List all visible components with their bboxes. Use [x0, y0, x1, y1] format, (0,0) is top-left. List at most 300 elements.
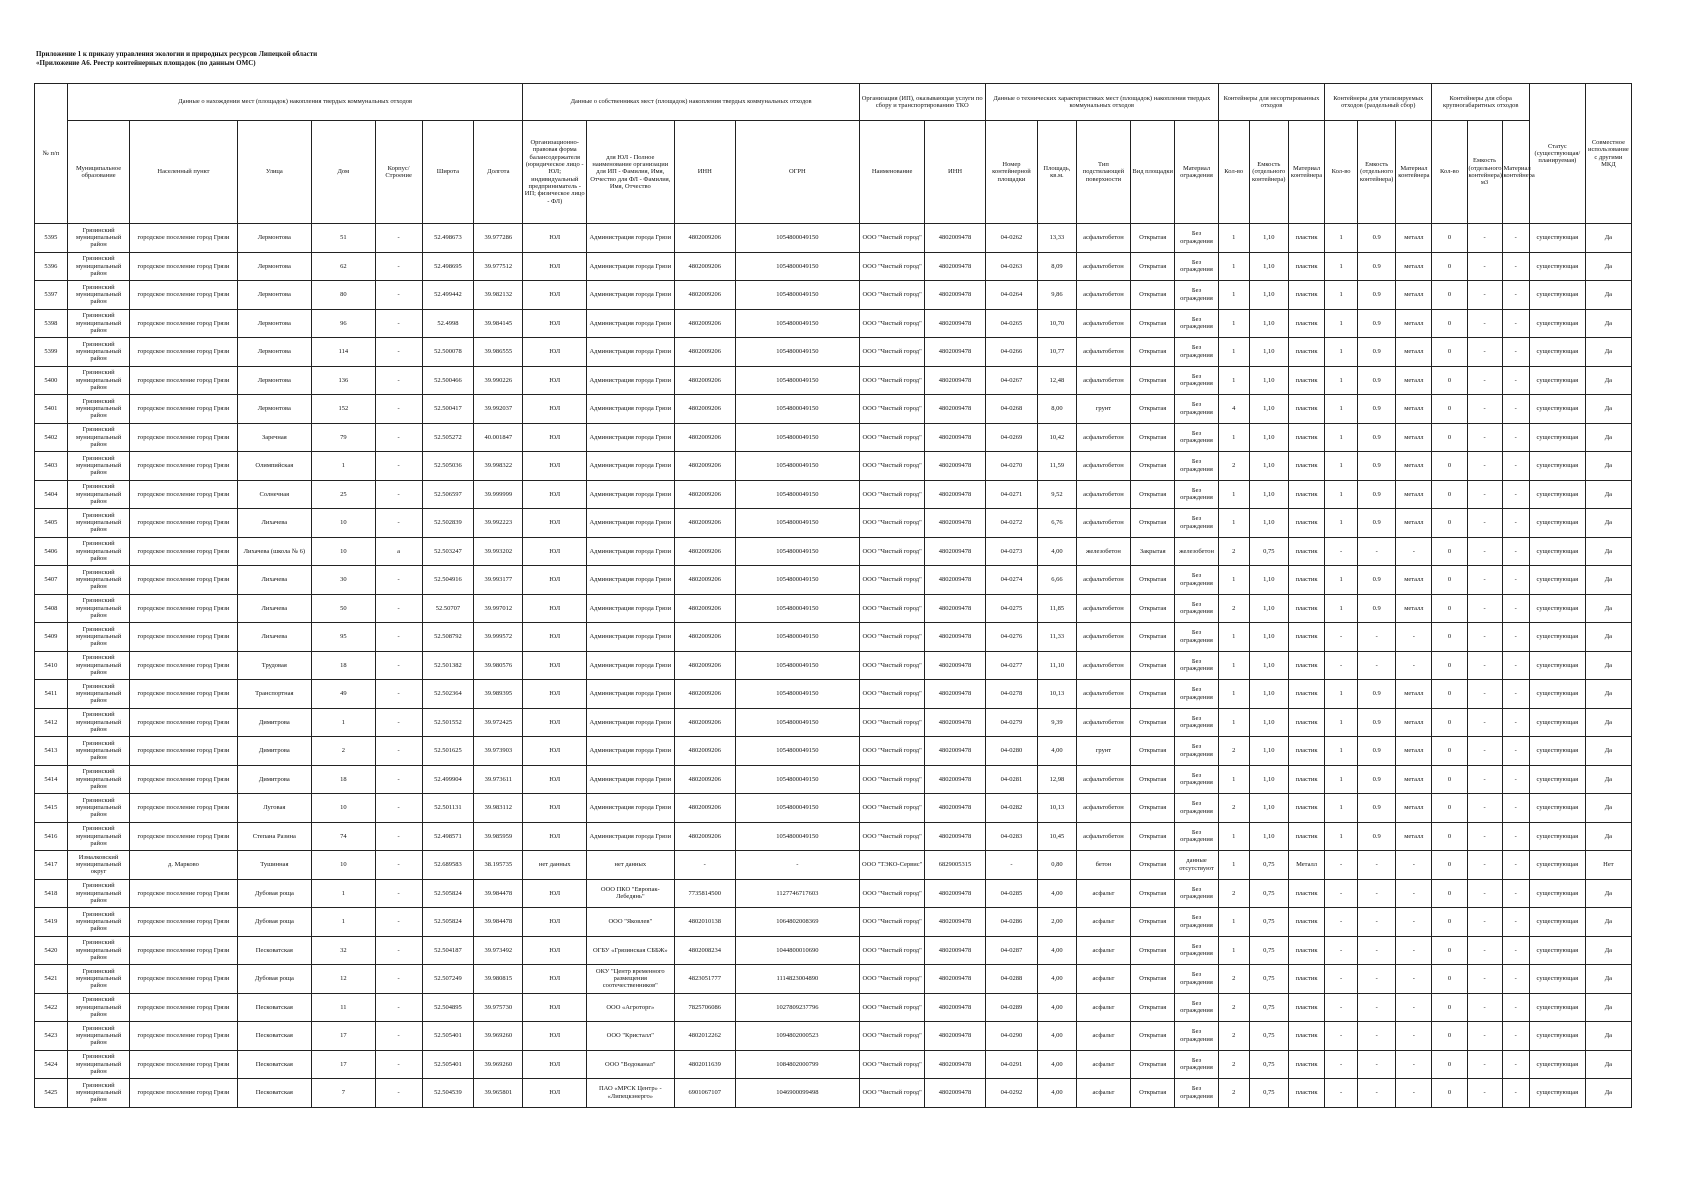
table-cell: - [375, 737, 422, 766]
table-cell: Олимпийская [237, 452, 311, 481]
table-cell: 9,86 [1038, 281, 1076, 310]
col-header: Широта [422, 121, 473, 224]
table-cell: 1,10 [1249, 281, 1288, 310]
table-cell: 1054800049150 [735, 680, 859, 709]
table-cell: Грязинский муниципальный район [67, 366, 129, 395]
table-cell: - [1325, 623, 1358, 652]
table-cell: Администрация города Грязи [586, 594, 674, 623]
table-cell: металл [1396, 366, 1432, 395]
table-cell: 4802011639 [674, 1050, 735, 1079]
table-cell: 0.9 [1357, 338, 1395, 367]
table-cell: ЮЛ [523, 680, 587, 709]
table-cell: 0 [1432, 366, 1467, 395]
table-cell: 5396 [35, 252, 68, 281]
table-cell: ООО "Чистый город" [859, 879, 925, 908]
table-cell: 0,75 [1249, 1022, 1288, 1051]
table-cell: ЮЛ [523, 252, 587, 281]
table-cell: 1 [1325, 309, 1358, 338]
table-cell: пластик [1288, 537, 1324, 566]
table-cell: Солнечная [237, 480, 311, 509]
table-cell: 52.501131 [422, 794, 473, 823]
table-cell: Открытая [1131, 252, 1175, 281]
table-cell: 4802009206 [674, 594, 735, 623]
table-row [35, 281, 1632, 310]
table-cell: ЮЛ [523, 908, 587, 937]
table-cell: - [1502, 822, 1529, 851]
table-row [35, 480, 1632, 509]
table-cell: Лермонтова [237, 224, 311, 253]
table-cell: пластик [1288, 281, 1324, 310]
table-cell: 1,10 [1249, 765, 1288, 794]
table-cell: Нет [1585, 851, 1631, 880]
table-cell: Без ограждения [1175, 480, 1219, 509]
table-cell: пластик [1288, 309, 1324, 338]
table-cell: 1 [312, 879, 376, 908]
table-cell: 1,10 [1249, 708, 1288, 737]
table-cell: 1 [1218, 224, 1249, 253]
table-cell: городское поселение город Грязи [130, 338, 237, 367]
table-cell: д. Марково [130, 851, 237, 880]
table-cell: 1 [1218, 480, 1249, 509]
table-cell: 4802009206 [674, 452, 735, 481]
table-cell: Без ограждения [1175, 822, 1219, 851]
table-cell: 18 [312, 651, 376, 680]
table-cell: - [1502, 708, 1529, 737]
table-cell: 39.984145 [474, 309, 523, 338]
table-cell: асфальтобетон [1076, 366, 1131, 395]
table-cell: 6829005315 [925, 851, 985, 880]
table-cell: - [375, 908, 422, 937]
table-cell: Без ограждения [1175, 680, 1219, 709]
table-cell: 52.498571 [422, 822, 473, 851]
table-cell: 10,13 [1038, 680, 1076, 709]
table-cell: городское поселение город Грязи [130, 452, 237, 481]
group-technical: Данные о технических характеристиках мест (площадок) накопления твердых коммунальных отходов [985, 84, 1218, 121]
table-cell: 04-0262 [985, 224, 1038, 253]
table-cell: - [1467, 1079, 1502, 1108]
table-cell: Грязинский муниципальный район [67, 879, 129, 908]
table-cell: 52.505036 [422, 452, 473, 481]
table-cell: 1 [1325, 594, 1358, 623]
table-cell: 2,00 [1038, 908, 1076, 937]
table-cell: - [1467, 566, 1502, 595]
table-cell: 5407 [35, 566, 68, 595]
table-cell: городское поселение город Грязи [130, 224, 237, 253]
table-cell: - [1502, 908, 1529, 937]
table-cell: 39.990226 [474, 366, 523, 395]
table-cell: - [1467, 908, 1502, 937]
group-owners: Данные о собственниках мест (площадок) накопления твердых коммунальных отходов [523, 84, 859, 121]
table-cell: ЮЛ [523, 708, 587, 737]
table-cell: 0 [1432, 908, 1467, 937]
col-header: ОГРН [735, 121, 859, 224]
table-cell: - [1467, 1050, 1502, 1079]
table-cell: Без ограждения [1175, 936, 1219, 965]
table-cell: 6,76 [1038, 509, 1076, 538]
table-cell: Грязинский муниципальный район [67, 338, 129, 367]
table-cell: 39.992223 [474, 509, 523, 538]
table-cell: 52.501382 [422, 651, 473, 680]
table-cell: Без ограждения [1175, 423, 1219, 452]
table-cell: Луговая [237, 794, 311, 823]
table-cell: 04-0266 [985, 338, 1038, 367]
table-cell: ООО "ТЭКО-Сервис" [859, 851, 925, 880]
table-cell: Грязинский муниципальный район [67, 566, 129, 595]
table-cell: 5415 [35, 794, 68, 823]
table-cell: городское поселение город Грязи [130, 1050, 237, 1079]
table-cell: Дубовая роща [237, 908, 311, 937]
table-cell: Да [1585, 452, 1631, 481]
table-cell: Да [1585, 908, 1631, 937]
table-cell: 4823051777 [674, 965, 735, 994]
table-cell: Администрация города Грязи [586, 281, 674, 310]
table-cell: 0,75 [1249, 851, 1288, 880]
table-cell: - [1502, 965, 1529, 994]
table-cell: 52.505272 [422, 423, 473, 452]
table-cell: 4802009478 [925, 993, 985, 1022]
table-cell: - [375, 224, 422, 253]
table-cell: ЮЛ [523, 509, 587, 538]
table-row [35, 309, 1632, 338]
table-cell: 2 [1218, 965, 1249, 994]
table-cell: 52.689583 [422, 851, 473, 880]
table-cell: 52.498673 [422, 224, 473, 253]
table-cell: 4802009478 [925, 936, 985, 965]
table-cell: 1 [1325, 708, 1358, 737]
table-cell: ООО "Чистый город" [859, 423, 925, 452]
table-cell: 4802009478 [925, 708, 985, 737]
table-cell: 39.969260 [474, 1022, 523, 1051]
table-cell: ЮЛ [523, 423, 587, 452]
table-cell: металл [1396, 765, 1432, 794]
table-cell: Да [1585, 566, 1631, 595]
table-cell: 10,42 [1038, 423, 1076, 452]
table-cell: 1 [1218, 338, 1249, 367]
table-cell: 4802009478 [925, 338, 985, 367]
table-cell: - [375, 1079, 422, 1108]
table-cell: существующая [1529, 537, 1585, 566]
table-cell: асфальтобетон [1076, 594, 1131, 623]
table-cell: 5423 [35, 1022, 68, 1051]
table-cell: ООО "Чистый город" [859, 309, 925, 338]
table-cell: 9,39 [1038, 708, 1076, 737]
table-cell: городское поселение город Грязи [130, 281, 237, 310]
table-cell: Да [1585, 224, 1631, 253]
table-cell: 4802009478 [925, 737, 985, 766]
table-cell: 52.502839 [422, 509, 473, 538]
table-cell: 5414 [35, 765, 68, 794]
table-cell: Да [1585, 1050, 1631, 1079]
table-cell: - [1467, 851, 1502, 880]
table-cell: пластик [1288, 936, 1324, 965]
table-row [35, 1079, 1632, 1108]
table-row [35, 623, 1632, 652]
table-cell: городское поселение город Грязи [130, 366, 237, 395]
table-cell: - [1357, 936, 1395, 965]
table-cell: асфальтобетон [1076, 822, 1131, 851]
table-cell: 11,59 [1038, 452, 1076, 481]
table-cell: 1054800049150 [735, 224, 859, 253]
table-cell: 1 [1325, 480, 1358, 509]
table-cell: 39.992037 [474, 395, 523, 424]
table-cell: ЮЛ [523, 537, 587, 566]
table-cell: 1,10 [1249, 566, 1288, 595]
table-cell: - [1467, 1022, 1502, 1051]
table-cell: Да [1585, 366, 1631, 395]
table-cell: - [1502, 224, 1529, 253]
table-cell: Грязинский муниципальный район [67, 993, 129, 1022]
table-cell: существующая [1529, 224, 1585, 253]
table-cell: 1054800049150 [735, 395, 859, 424]
table-cell: - [1467, 993, 1502, 1022]
table-cell: Да [1585, 708, 1631, 737]
table-cell: 1127746717603 [735, 879, 859, 908]
table-cell: - [1467, 936, 1502, 965]
table-cell: 0.9 [1357, 566, 1395, 595]
table-cell: - [1357, 993, 1395, 1022]
table-cell: Открытая [1131, 765, 1175, 794]
table-cell: Администрация города Грязи [586, 509, 674, 538]
table-cell: существующая [1529, 822, 1585, 851]
table-cell: Открытая [1131, 680, 1175, 709]
table-cell: Администрация города Грязи [586, 309, 674, 338]
col-header: Площадь, кв.м. [1038, 121, 1076, 224]
table-cell: пластик [1288, 822, 1324, 851]
table-cell: 5399 [35, 338, 68, 367]
table-cell: 10 [312, 851, 376, 880]
table-cell: Без ограждения [1175, 651, 1219, 680]
table-cell: 0.9 [1357, 737, 1395, 766]
table-cell: 39.977286 [474, 224, 523, 253]
table-cell: 1 [312, 452, 376, 481]
table-cell: Без ограждения [1175, 879, 1219, 908]
table-cell: Дубовая роща [237, 879, 311, 908]
col-header: Материал контейнера [1288, 121, 1324, 224]
table-cell: Администрация города Грязи [586, 566, 674, 595]
table-cell: Открытая [1131, 594, 1175, 623]
table-cell: 1027809237796 [735, 993, 859, 1022]
table-cell: 4802009478 [925, 765, 985, 794]
table-cell: 0 [1432, 480, 1467, 509]
table-cell: 1084802000799 [735, 1050, 859, 1079]
table-cell: 4802009478 [925, 680, 985, 709]
table-cell: пластик [1288, 224, 1324, 253]
table-cell: асфальтобетон [1076, 623, 1131, 652]
table-cell: - [375, 822, 422, 851]
col-header: Улица [237, 121, 311, 224]
table-cell: грунт [1076, 737, 1131, 766]
registry-table [34, 83, 1632, 1108]
table-cell: металл [1396, 423, 1432, 452]
table-cell: - [1325, 851, 1358, 880]
table-cell: - [1467, 965, 1502, 994]
table-cell: 1 [1325, 794, 1358, 823]
table-cell: 1054800049150 [735, 651, 859, 680]
table-cell: асфальтобетон [1076, 224, 1131, 253]
col-header: Емкость (отдельного контейнера) [1249, 121, 1288, 224]
table-cell: 5401 [35, 395, 68, 424]
table-cell: 39.993177 [474, 566, 523, 595]
table-cell: 0,80 [1038, 851, 1076, 880]
table-cell: 10 [312, 509, 376, 538]
col-header: ИНН [925, 121, 985, 224]
table-cell: Димитрова [237, 737, 311, 766]
table-cell: 39.997012 [474, 594, 523, 623]
table-cell: 1054800049150 [735, 480, 859, 509]
table-cell: асфальт [1076, 993, 1131, 1022]
table-cell: 2 [1218, 879, 1249, 908]
table-cell: ООО "Водоканал" [586, 1050, 674, 1079]
table-cell: - [375, 338, 422, 367]
table-cell: - [1502, 309, 1529, 338]
table-cell: 1044800010690 [735, 936, 859, 965]
table-cell: 4802009206 [674, 224, 735, 253]
table-cell: Заречная [237, 423, 311, 452]
table-cell: Лермонтова [237, 252, 311, 281]
table-cell: Открытая [1131, 281, 1175, 310]
table-cell: 5402 [35, 423, 68, 452]
table-cell: ЮЛ [523, 651, 587, 680]
table-cell: 1 [1325, 423, 1358, 452]
table-cell: металл [1396, 452, 1432, 481]
table-cell: 1 [1218, 651, 1249, 680]
table-cell: 2 [1218, 537, 1249, 566]
table-cell: асфальт [1076, 1079, 1131, 1108]
table-cell: пластик [1288, 708, 1324, 737]
table-cell: Без ограждения [1175, 794, 1219, 823]
table-cell: 1,10 [1249, 224, 1288, 253]
table-cell: существующая [1529, 594, 1585, 623]
table-cell: Грязинский муниципальный район [67, 765, 129, 794]
table-cell: Грязинский муниципальный район [67, 423, 129, 452]
table-cell: ЮЛ [523, 452, 587, 481]
table-cell: городское поселение город Грязи [130, 423, 237, 452]
table-cell: 30 [312, 566, 376, 595]
table-cell: 39.984478 [474, 908, 523, 937]
table-cell: пластик [1288, 423, 1324, 452]
table-cell: 1 [1218, 908, 1249, 937]
table-cell: асфальт [1076, 1022, 1131, 1051]
table-cell: Открытая [1131, 1022, 1175, 1051]
table-cell: 1 [1218, 936, 1249, 965]
table-cell: Без ограждения [1175, 252, 1219, 281]
table-cell: 5397 [35, 281, 68, 310]
table-cell: 1054800049150 [735, 537, 859, 566]
table-cell: - [1357, 1079, 1395, 1108]
table-cell: 0.9 [1357, 423, 1395, 452]
table-cell: а [375, 537, 422, 566]
table-cell: 1 [1218, 309, 1249, 338]
table-cell: асфальтобетон [1076, 794, 1131, 823]
table-cell: - [1396, 936, 1432, 965]
table-cell: - [1325, 936, 1358, 965]
col-header: ИНН [674, 121, 735, 224]
table-row [35, 452, 1632, 481]
table-cell: 52.500417 [422, 395, 473, 424]
col-header: Номер контейнерной площадки [985, 121, 1038, 224]
table-cell: городское поселение город Грязи [130, 566, 237, 595]
table-cell: ООО "Чистый город" [859, 224, 925, 253]
table-cell: 0 [1432, 737, 1467, 766]
table-cell: Без ограждения [1175, 395, 1219, 424]
table-cell: 39.965801 [474, 1079, 523, 1108]
table-cell: 52.499904 [422, 765, 473, 794]
table-cell: 0.9 [1357, 252, 1395, 281]
table-cell: 0 [1432, 537, 1467, 566]
table-cell: 1,10 [1249, 309, 1288, 338]
col-header: Материал контейнера [1396, 121, 1432, 224]
table-cell: 1046900099498 [735, 1079, 859, 1108]
group-unsorted-containers: Контейнеры для несортированных отходов [1218, 84, 1324, 121]
table-cell: 0 [1432, 224, 1467, 253]
table-cell: ООО "Чистый город" [859, 395, 925, 424]
table-cell: Грязинский муниципальный район [67, 452, 129, 481]
table-cell: существующая [1529, 965, 1585, 994]
table-cell: 4802010138 [674, 908, 735, 937]
table-cell: - [1467, 651, 1502, 680]
table-cell: ООО "Чистый город" [859, 908, 925, 937]
table-cell: 4802009478 [925, 1079, 985, 1108]
table-cell: 11,85 [1038, 594, 1076, 623]
table-cell: 51 [312, 224, 376, 253]
table-cell: - [375, 851, 422, 880]
table-cell: существующая [1529, 1050, 1585, 1079]
table-cell: - [1325, 1022, 1358, 1051]
table-cell: - [1467, 509, 1502, 538]
group-carrier: Организация (ИП), оказывающая услуги по сбору и транспортированию ТКО [859, 84, 985, 121]
table-cell: городское поселение город Грязи [130, 794, 237, 823]
col-header: Тип подстилающей поверхности [1076, 121, 1131, 224]
table-cell: пластик [1288, 395, 1324, 424]
table-cell: существующая [1529, 366, 1585, 395]
table-cell: - [1396, 993, 1432, 1022]
table-cell: 2 [1218, 993, 1249, 1022]
table-cell: городское поселение город Грязи [130, 252, 237, 281]
table-cell: 04-0279 [985, 708, 1038, 737]
table-cell: 7825706086 [674, 993, 735, 1022]
table-cell: 10,45 [1038, 822, 1076, 851]
table-cell: Песковатская [237, 936, 311, 965]
col-header: Кол-во [1218, 121, 1249, 224]
table-cell: 1 [1218, 765, 1249, 794]
table-cell: 4,00 [1038, 537, 1076, 566]
table-cell: 04-0286 [985, 908, 1038, 937]
table-cell: - [1502, 765, 1529, 794]
table-cell: 4,00 [1038, 1050, 1076, 1079]
table-cell: - [1502, 366, 1529, 395]
table-cell: 5410 [35, 651, 68, 680]
table-cell: 11 [312, 993, 376, 1022]
table-cell: Без ограждения [1175, 281, 1219, 310]
table-cell: - [1357, 1022, 1395, 1051]
table-cell: - [1357, 965, 1395, 994]
table-cell: 1054800049150 [735, 509, 859, 538]
table-cell: Грязинский муниципальный район [67, 623, 129, 652]
table-body [35, 224, 1632, 1108]
table-cell: пластик [1288, 338, 1324, 367]
table-cell: 1 [1218, 423, 1249, 452]
table-cell: 39.993202 [474, 537, 523, 566]
table-cell: Открытая [1131, 794, 1175, 823]
table-cell: железобетон [1175, 537, 1219, 566]
table-cell: 04-0267 [985, 366, 1038, 395]
table-cell: 39.982132 [474, 281, 523, 310]
table-row [35, 594, 1632, 623]
table-cell: асфальтобетон [1076, 452, 1131, 481]
table-cell: существующая [1529, 1079, 1585, 1108]
table-cell: 4,00 [1038, 737, 1076, 766]
table-cell: городское поселение город Грязи [130, 879, 237, 908]
